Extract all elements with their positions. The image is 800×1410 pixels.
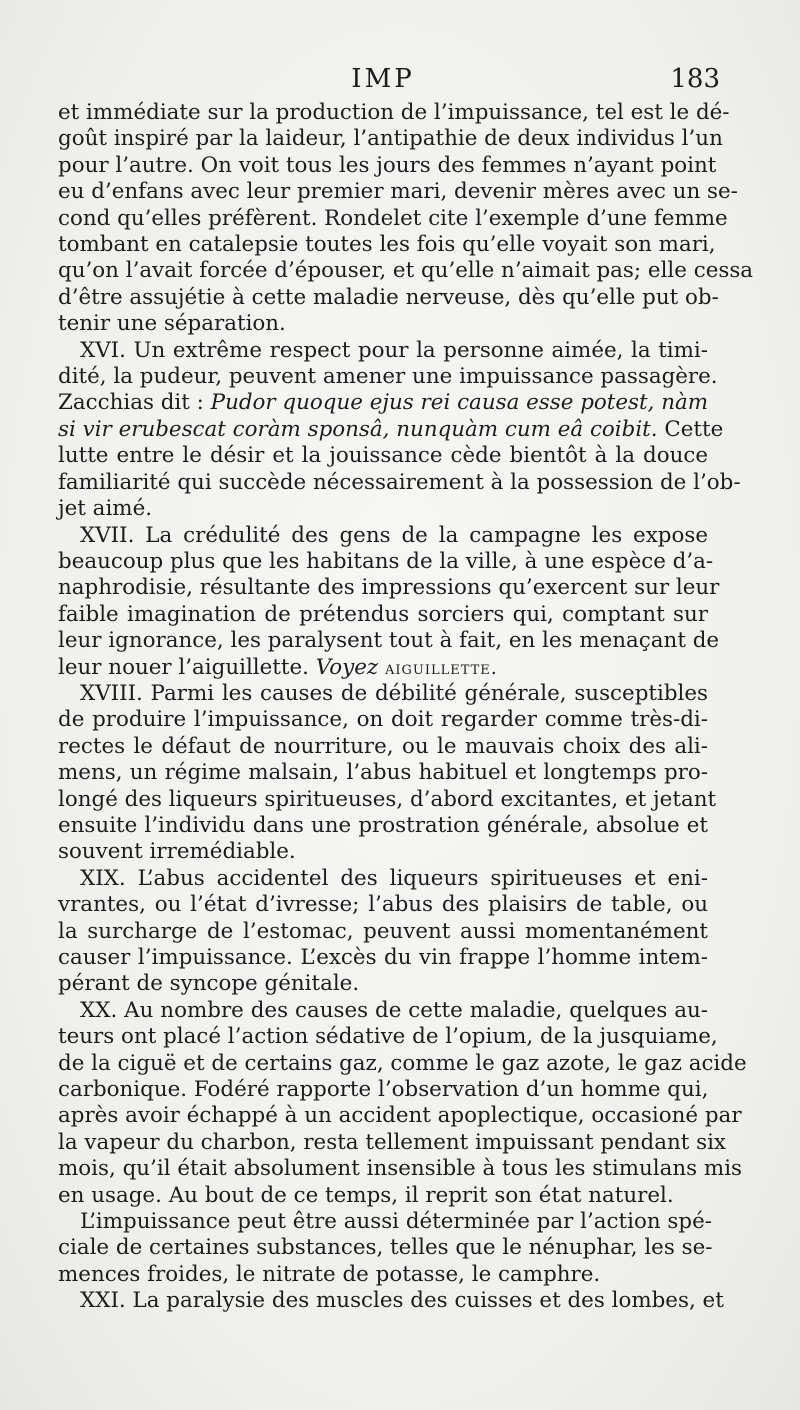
text-line-with-latin bbox=[58, 416, 724, 443]
paragraph-xx bbox=[58, 997, 747, 1209]
text-line: goût inspiré par la laideur, l’antipathie de deux individus l’un bbox=[58, 126, 723, 152]
text-line: la surcharge de l’estomac, peuvent aussi momentanément bbox=[58, 918, 708, 944]
text-fragment: Zacchias dit : bbox=[58, 390, 211, 416]
paragraph-xix bbox=[58, 866, 708, 998]
text-line: XIX. L’abus accidentel des liqueurs spiritueuses et eni- bbox=[80, 865, 708, 891]
text-line: ciale de certaines substances, telles que le nénuphar, les se- bbox=[58, 1235, 713, 1261]
text-line: jet aimé. bbox=[58, 496, 153, 522]
text-line: beaucoup plus que les habitans de la ville, à une espèce d’a- bbox=[58, 548, 714, 574]
text-line: mois, qu’il était absolument insensible à tous les stimulans mis bbox=[58, 1156, 743, 1182]
text-line: souvent irremédiable. bbox=[58, 839, 296, 865]
text-line: tenir une séparation. bbox=[58, 311, 286, 337]
text-line: naphrodisie, résultante des impressions qu’exercent sur leur bbox=[58, 575, 720, 601]
voyez-label: Voyez bbox=[315, 654, 379, 680]
text-line: mences froides, le nitrate de potasse, le camphre. bbox=[58, 1261, 601, 1287]
text-line: de produire l’impuissance, on doit regarder comme très-di- bbox=[58, 707, 708, 733]
text-line: qu’on l’avait forcée d’épouser, et qu’elle n’aimait pas; elle cessa bbox=[58, 258, 754, 284]
running-head bbox=[58, 64, 720, 94]
text-line: eu d’enfans avec leur premier mari, devenir mères avec un se- bbox=[58, 179, 738, 205]
paragraph-xvi bbox=[58, 337, 741, 523]
text-line: XVIII. Parmi les causes de débilité générale, susceptibles bbox=[80, 680, 708, 706]
text-line: après avoir échappé à un accident apoplectique, occasioné par bbox=[58, 1103, 742, 1129]
running-title: IMP bbox=[351, 64, 415, 94]
text-line-with-crossref bbox=[58, 655, 708, 681]
text-fragment: leur nouer l’aiguillette. bbox=[58, 654, 316, 680]
text-line: mens, un régime malsain, l’abus habituel et longtemps pro- bbox=[58, 760, 708, 786]
text-line: causer l’impuissance. L’excès du vin frappe l’homme intem- bbox=[58, 945, 708, 970]
text-line: la vapeur du charbon, resta tellement impuissant pendant six bbox=[58, 1129, 726, 1155]
text-line: cond qu’elles préfèrent. Rondelet cite l’exemple d’une femme bbox=[58, 205, 728, 231]
text-line: leur ignorance, les paralysent tout à fait, en les menaçant de bbox=[58, 628, 720, 654]
text-line-with-latin bbox=[58, 390, 708, 416]
text-line: vrantes, ou l’état d’ivresse; l’abus des plaisirs de table, ou bbox=[58, 892, 708, 918]
text-line: pérant de syncope génitale. bbox=[58, 971, 360, 997]
text-line: faible imagination de prétendus sorciers qui, comptant sur bbox=[58, 601, 708, 627]
text-line: de la ciguë et de certains gaz, comme le gaz azote, le gaz acide bbox=[58, 1050, 747, 1076]
page-body bbox=[58, 100, 754, 1315]
text-line: et immédiate sur la production de l’impuissance, tel est le dé- bbox=[58, 100, 730, 125]
latin-quote-part: si vir erubescat coràm sponsâ, nunquàm cum eâ coibit. bbox=[58, 416, 658, 442]
text-line: dité, la pudeur, peuvent amener une impuissance passagère. bbox=[58, 364, 718, 390]
latin-quote-part: Pudor quoque ejus rei causa esse potest, nàm bbox=[210, 390, 709, 416]
text-line: teurs ont placé l’action sédative de l’opium, de la jusquiame, bbox=[58, 1024, 718, 1050]
text-line: L’impuissance peut être aussi déterminée par l’action spé- bbox=[80, 1209, 712, 1235]
text-line: XXI. La paralysie des muscles des cuisses et des lombes, et bbox=[80, 1288, 724, 1314]
paragraph-xvii bbox=[58, 522, 720, 681]
text-line: pour l’autre. On voit tous les jours des femmes n’ayant point bbox=[58, 152, 717, 178]
text-line: tombant en catalepsie toutes les fois qu’elle voyait son mari, bbox=[58, 232, 716, 258]
crossref-aiguillette: aiguillette. bbox=[384, 656, 498, 679]
text-line: XVI. Un extrême respect pour la personne aimée, la timi- bbox=[80, 337, 708, 363]
text-line: familiarité qui succède nécessairement à la possession de l’ob- bbox=[58, 469, 741, 495]
text-line: longé des liqueurs spiritueuses, d’abord excitantes, et jetant bbox=[58, 786, 717, 812]
text-line: d’être assujétie à cette maladie nerveuse, dès qu’elle put ob- bbox=[58, 284, 719, 310]
page-number: 183 bbox=[670, 64, 720, 94]
text-line: lutte entre le désir et la jouissance cède bientôt à la douce bbox=[58, 443, 708, 469]
text-fragment: Cette bbox=[657, 416, 724, 442]
text-line: rectes le défaut de nourriture, ou le mauvais choix des ali- bbox=[58, 733, 708, 759]
paragraph-xviii bbox=[58, 680, 717, 866]
paragraph-substances bbox=[58, 1209, 713, 1288]
text-line: carbonique. Fodéré rapporte l’observation d’un homme qui, bbox=[58, 1077, 709, 1103]
text-line: en usage. Au bout de ce temps, il reprit son état naturel. bbox=[58, 1182, 674, 1208]
paragraph-continuation bbox=[58, 100, 754, 338]
text-line: ensuite l’individu dans une prostration générale, absolue et bbox=[58, 812, 708, 838]
paragraph-xxi bbox=[58, 1288, 724, 1314]
text-line: XVII. La crédulité des gens de la campagne les expose bbox=[80, 522, 708, 548]
text-line: XX. Au nombre des causes de cette maladie, quelques au- bbox=[80, 997, 708, 1023]
